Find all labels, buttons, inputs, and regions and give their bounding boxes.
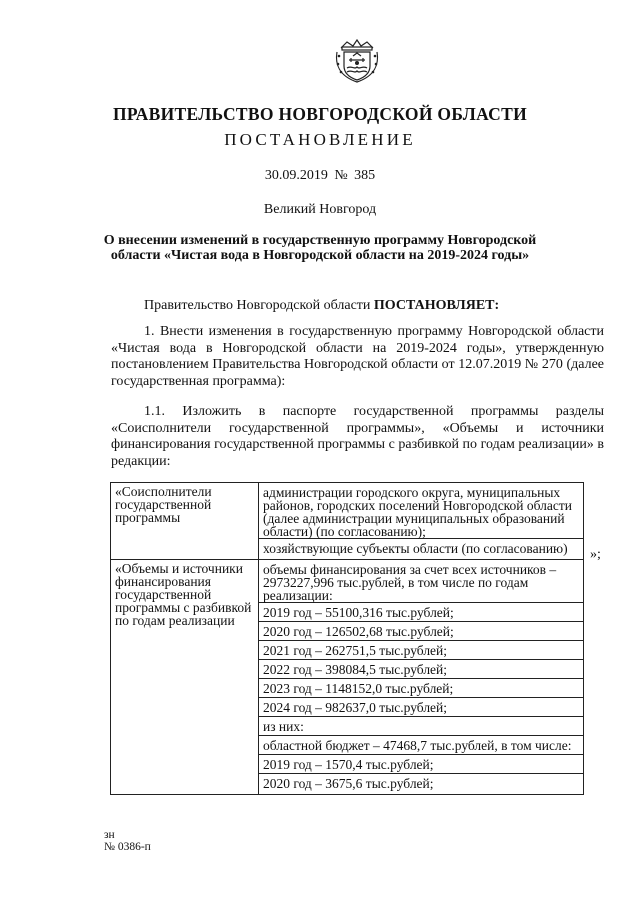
coat-of-arms-icon: [331, 34, 383, 86]
cell-line: 2024 год – 982637,0 тыс.рублей;: [259, 697, 583, 716]
cell-line: 2022 год – 398084,5 тыс.рублей;: [259, 659, 583, 678]
row-closing-quote: »;: [590, 547, 601, 562]
footer-number: № 0386-п: [104, 840, 151, 853]
cell-line: объемы финансирования за счет всех источников – 2973227,996 тыс.рублей, в том числе по годам реализации:: [263, 562, 557, 603]
item-1-paragraph: 1. Внести изменения в государственную программу Новгородской области «Чистая вода в Новгородской области на 2019-2024 годы», утвержденную постановлением Правительства Новгородской области от 12.07.2019 № 270 (далее государственная программа):: [111, 324, 604, 389]
item-1-1-paragraph: 1.1. Изложить в паспорте государственной программы разделы «Соисполнители государственной программы», «Объемы и источники финансирования государственной программы с разбивкой по годам реализации» в редакции:: [111, 404, 604, 469]
intro-bold: ПОСТАНОВЛЯЕТ:: [373, 298, 500, 313]
cell-line: 2019 год – 55100,316 тыс.рублей;: [259, 602, 583, 621]
decree-subject: [0, 233, 640, 263]
table-cell-label: «Соисполнители государственной программы: [111, 483, 259, 560]
cell-line: администрации городского округа, муниципальных районов, городских поселений Новгородской области (далее администрации муниципальных образований области) (по согласованию);: [263, 485, 573, 539]
document-type: ПОСТАНОВЛЕНИЕ: [224, 130, 416, 149]
cell-line: 2021 год – 262751,5 тыс.рублей;: [259, 640, 583, 659]
cell-line: 2020 год – 126502,68 тыс.рублей;: [259, 621, 583, 640]
cell-line: 2019 год – 1570,4 тыс.рублей;: [259, 754, 583, 773]
cell-line: областной бюджет – 47468,7 тыс.рублей, в том числе:: [259, 735, 583, 754]
footer-initials: зн: [104, 829, 115, 841]
table-row: [111, 560, 584, 795]
table-cell-value: [259, 483, 584, 560]
city: Великий Новгород: [263, 202, 377, 217]
coat-of-arms-emblem: [331, 34, 383, 86]
cell-line: 2020 год – 3675,6 тыс.рублей;: [259, 773, 583, 792]
date-and-number: 30.09.2019 № 385: [264, 168, 376, 183]
table-cell-label: «Объемы и источники финансирования государственной программы с разбивкой по годам реализации: [111, 560, 259, 795]
footer-reference: [104, 830, 151, 853]
subject-line-2: области «Чистая вода в Новгородской области на 2019-2024 годы»: [110, 248, 530, 263]
cell-line: 2023 год – 1148152,0 тыс.рублей;: [259, 678, 583, 697]
subject-line-1: О внесении изменений в государственную программу Новгородской: [103, 233, 537, 248]
cell-line: из них:: [259, 716, 583, 735]
table-row: [111, 483, 584, 560]
cell-line: хозяйствующие субъекты области (по согласованию): [259, 538, 583, 557]
passport-table: [110, 482, 584, 795]
table-cell-value: [259, 560, 584, 795]
intro-paragraph: [144, 298, 499, 315]
government-title: ПРАВИТЕЛЬСТВО НОВГОРОДСКОЙ ОБЛАСТИ: [113, 104, 527, 124]
intro-text: Правительство Новгородской области: [144, 298, 374, 313]
